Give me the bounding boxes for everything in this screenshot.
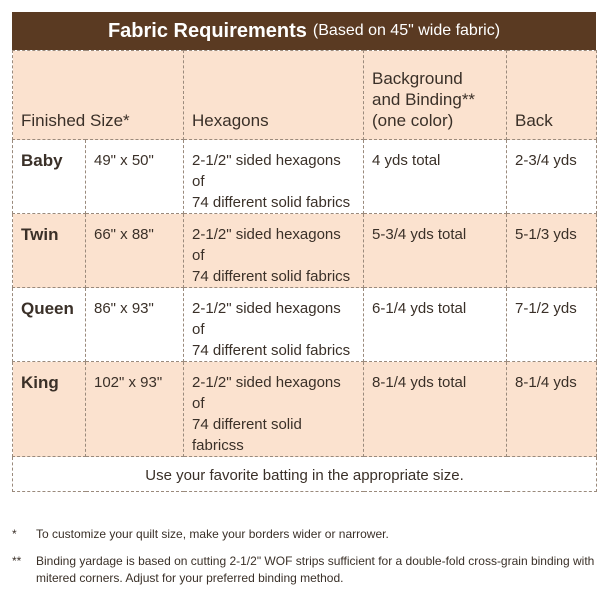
background-cell: 6-1/4 yds total bbox=[364, 288, 507, 362]
fabric-table bbox=[12, 50, 597, 492]
background-cell: 5-3/4 yds total bbox=[364, 214, 507, 288]
footnotes bbox=[12, 526, 602, 597]
header-hexagons: Hexagons bbox=[184, 51, 364, 140]
back-cell: 2-3/4 yds bbox=[507, 140, 597, 214]
header-background bbox=[364, 51, 507, 140]
size-dimensions: 86" x 93" bbox=[86, 288, 184, 362]
header-background-line1: Background bbox=[372, 69, 463, 88]
hexagons-line2: 74 different solid fabricss bbox=[192, 416, 302, 454]
table-row bbox=[13, 362, 597, 457]
footnote-text: Binding yardage is based on cutting 2-1/2" WOF strips sufficient for a double-fold cross-grain binding with mitered corners. Adjust for your preferred binding method. bbox=[36, 554, 595, 585]
size-name: Queen bbox=[13, 288, 86, 362]
footnote bbox=[12, 526, 602, 543]
table-title: Fabric Requirements bbox=[107, 19, 307, 42]
size-dimensions: 102" x 93" bbox=[86, 362, 184, 457]
header-finished-size: Finished Size* bbox=[13, 51, 184, 140]
size-name: King bbox=[13, 362, 86, 457]
header-background-line3: (one color) bbox=[372, 111, 454, 130]
background-cell: 8-1/4 yds total bbox=[364, 362, 507, 457]
hexagons-line2: 74 different solid fabrics bbox=[192, 194, 351, 211]
hexagons-cell bbox=[184, 288, 364, 362]
header-back: Back bbox=[507, 51, 597, 140]
footnote-mark: ** bbox=[12, 554, 22, 568]
hexagons-cell bbox=[184, 214, 364, 288]
size-dimensions: 49" x 50" bbox=[86, 140, 184, 214]
hexagons-line1: 2-1/2" sided hexagons of bbox=[192, 300, 341, 338]
table-row bbox=[13, 288, 597, 362]
back-cell: 8-1/4 yds bbox=[507, 362, 597, 457]
hexagons-cell bbox=[184, 362, 364, 457]
table-row bbox=[13, 140, 597, 214]
back-cell: 7-1/2 yds bbox=[507, 288, 597, 362]
batting-note: Use your favorite batting in the appropriate size. bbox=[13, 457, 597, 492]
footer-row bbox=[13, 457, 597, 492]
hexagons-line1: 2-1/2" sided hexagons of bbox=[192, 152, 341, 190]
size-name: Twin bbox=[13, 214, 86, 288]
table-subtitle: (Based on 45" wide fabric) bbox=[312, 22, 501, 39]
size-dimensions: 66" x 88" bbox=[86, 214, 184, 288]
header-background-line2: and Binding** bbox=[372, 90, 476, 109]
hexagons-cell bbox=[184, 140, 364, 214]
footnote-mark: * bbox=[12, 527, 17, 541]
size-name: Baby bbox=[13, 140, 86, 214]
hexagons-line1: 2-1/2" sided hexagons of bbox=[192, 226, 341, 264]
footnote bbox=[12, 553, 602, 587]
hexagons-line2: 74 different solid fabrics bbox=[192, 268, 351, 285]
title-bar bbox=[12, 12, 596, 50]
hexagons-line2: 74 different solid fabrics bbox=[192, 342, 351, 359]
header-row bbox=[13, 51, 597, 140]
table-row bbox=[13, 214, 597, 288]
background-cell: 4 yds total bbox=[364, 140, 507, 214]
footnote-text: To customize your quilt size, make your borders wider or narrower. bbox=[36, 527, 389, 541]
hexagons-line1: 2-1/2" sided hexagons of bbox=[192, 374, 341, 412]
back-cell: 5-1/3 yds bbox=[507, 214, 597, 288]
fabric-requirements-card bbox=[12, 12, 596, 492]
